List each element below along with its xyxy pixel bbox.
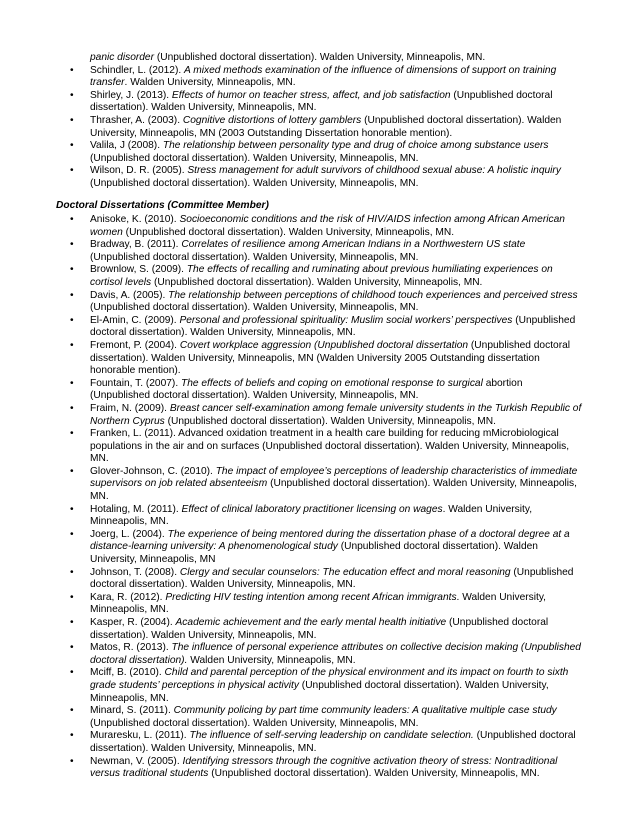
bullet-icon: • xyxy=(70,64,74,76)
entry-details: Walden University, Minneapolis, MN. xyxy=(187,654,356,666)
bullet-icon: • xyxy=(70,642,74,654)
entry-title: Community policing by part time community leaders: A qualitative multiple case study xyxy=(173,705,557,717)
entry-title: Identifying stressors through the cognitive activation theory of stress: Nontraditional versus traditional students xyxy=(90,755,558,780)
entry-title: Covert workplace aggression (Unpublished doctoral dissertation xyxy=(179,339,469,351)
entry-title: Effect of clinical laboratory practitioner licensing on wages xyxy=(181,503,443,515)
entry-details: (Unpublished doctoral dissertation). Walden University, Minneapolis, MN. xyxy=(90,478,577,503)
bullet-icon: • xyxy=(70,165,74,177)
entry-author: Wilson, D. R. (2005). xyxy=(90,165,188,177)
entry-author: Kara, R. (2012). xyxy=(90,591,166,603)
entry-details: (Unpublished doctoral dissertation). Walden University, Minneapolis, MN. xyxy=(90,617,549,641)
entry-details: (Unpublished doctoral dissertation). Walden University, Minneapolis, MN. xyxy=(90,730,576,754)
entry-author: Glover-Johnson, C. (2010). xyxy=(90,465,216,477)
entry-details: . Walden University, Minneapolis, MN. xyxy=(124,77,296,89)
entry-title: Socioeconomic conditions and the risk of HIV/AIDS infection among African American women xyxy=(90,214,565,238)
section-heading: Doctoral Dissertations (Committee Member) xyxy=(56,200,269,211)
continued-entry xyxy=(90,52,590,65)
entry-title: Correlates of resilience among American Indians in a Northwestern US state xyxy=(181,239,526,251)
entry-title: Child and parental perception of the physical environment and its impact on fourth to sixth grade students’ perceptions in physical activity xyxy=(90,667,569,691)
entry-author: Newman, V. (2005). xyxy=(90,755,183,767)
dissertation-entry xyxy=(0,567,582,592)
bullet-icon: • xyxy=(70,617,74,628)
entry-title: The impact of employee’s perceptions of leadership characteristics of immediate supervisors on job related absenteeism xyxy=(90,465,578,490)
entry-details: . Walden University, Minneapolis, MN. xyxy=(90,591,546,616)
entry-title: Personal and professional spirituality: Muslim social workers’ perspectives xyxy=(179,314,513,326)
entry-author: Bradway, B. (2011). xyxy=(90,239,182,251)
bullet-icon: • xyxy=(70,214,74,225)
dissertation-entry xyxy=(0,667,582,705)
entry-author: Thrasher, A. (2003). xyxy=(90,114,183,126)
bullet-icon: • xyxy=(70,114,74,126)
dissertation-entry xyxy=(0,642,582,667)
entry-details: (Unpublished doctoral dissertation). Walden University, Minneapolis, MN. xyxy=(90,89,553,114)
bullet-icon: • xyxy=(70,503,74,515)
bullet-icon: • xyxy=(70,566,74,578)
dissertation-entry xyxy=(0,705,582,730)
entry-title: panic disorder xyxy=(90,52,154,63)
bullet-icon: • xyxy=(70,402,74,414)
entry-details: (Unpublished doctoral dissertation). Walden University, Minneapolis, MN. xyxy=(90,152,419,164)
dissertation-list-chair xyxy=(0,65,638,191)
dissertation-entry xyxy=(0,428,582,466)
dissertation-entry xyxy=(0,315,582,340)
entry-title: The effects of beliefs and coping on emotional response to surgical xyxy=(181,377,483,389)
entry-title: The experience of being mentored during the dissertation phase of a doctoral degree at a distance-learning university: A phenomenological study xyxy=(90,528,570,553)
dissertation-entry xyxy=(0,290,582,315)
bullet-icon: • xyxy=(70,289,74,301)
bullet-icon: • xyxy=(70,528,74,540)
entry-author: Mciff, B. (2010). xyxy=(90,667,165,679)
dissertation-entry xyxy=(0,165,570,190)
dissertation-entry xyxy=(0,65,570,90)
bullet-icon: • xyxy=(70,591,74,603)
entry-title: Breast cancer self-examination among female university students in the Turkish Republic of Northern Cyprus xyxy=(90,402,582,427)
dissertation-entry xyxy=(0,340,582,378)
dissertation-entry xyxy=(0,90,570,115)
bullet-icon: • xyxy=(70,755,74,767)
bullet-icon: • xyxy=(70,667,74,679)
dissertation-entry xyxy=(0,214,582,239)
bullet-icon: • xyxy=(70,377,74,389)
entry-title: Predicting HIV testing intention among recent African immigrants xyxy=(165,591,457,603)
entry-author: Valila, J (2008). xyxy=(90,140,163,152)
entry-author: Hotaling, M. (2011). xyxy=(90,503,182,515)
entry-author: Brownlow, S. (2009). xyxy=(90,264,187,276)
dissertation-entry xyxy=(0,592,582,617)
entry-details: (Unpublished doctoral dissertation). Walden University, Minneapolis, MN. xyxy=(90,251,419,263)
dissertation-entry xyxy=(0,504,582,529)
entry-title: The influence of self-serving leadership on candidate selection. xyxy=(189,730,474,742)
dissertation-entry xyxy=(0,264,582,289)
entry-author: Franken, L. (2011). xyxy=(90,428,179,440)
entry-details: (Unpublished doctoral dissertation). Walden University, Minneapolis, MN. xyxy=(154,52,486,63)
entry-author: Fountain, T. (2007). xyxy=(90,377,181,389)
entry-details: (Unpublished doctoral dissertation). Walden University, Minneapolis, MN xyxy=(90,541,538,566)
dissertation-entry xyxy=(0,617,582,642)
entry-title: The influence of personal experience attributes on collective decision making (Unpublished doctoral dissertation). xyxy=(90,642,581,666)
entry-details: Advanced oxidation treatment in a health care building for reducing mMicrobiological populations in the air and on surfaces (Unpublished doctoral dissertation). Walden University, Minneapolis, MN. xyxy=(90,428,570,465)
bullet-icon: • xyxy=(70,339,74,351)
dissertation-entry xyxy=(0,378,582,403)
entry-author: Anisoke, K. (2010). xyxy=(90,214,180,225)
entry-details: (Unpublished doctoral dissertation). Walden University, Minneapolis, MN. xyxy=(90,679,549,704)
entry-title: The effects of recalling and ruminating about previous humiliating experiences on cortisol levels xyxy=(90,264,553,288)
bullet-icon: • xyxy=(70,314,74,326)
bullet-icon: • xyxy=(70,705,74,717)
entry-title: Stress management for adult survivors of childhood sexual abuse: A holistic inquiry xyxy=(187,165,561,177)
dissertation-entry xyxy=(0,529,582,567)
entry-details: (Unpublished doctoral dissertation). Walden University, Minneapolis, MN (2003 Outstanding Dissertation honorable mention). xyxy=(90,114,562,139)
entry-author: Johnson, T. (2008). xyxy=(90,566,180,578)
dissertation-entry xyxy=(0,730,582,755)
entry-author: Fremont, P. (2004). xyxy=(90,339,180,351)
bullet-icon: • xyxy=(70,140,74,152)
entry-author: Matos, R. (2013). xyxy=(90,642,172,654)
entry-details: (Unpublished doctoral dissertation). Walden University, Minneapolis, MN (Walden University 2005 Outstanding dissertation honorable mention). xyxy=(90,339,571,377)
bullet-icon: • xyxy=(70,89,74,101)
dissertation-entry xyxy=(0,756,582,781)
entry-author: Kasper, R. (2004). xyxy=(90,617,176,628)
entry-title: The relationship between perceptions of childhood touch experiences and perceived stress xyxy=(168,289,578,301)
bullet-icon: • xyxy=(70,730,74,742)
entry-author: Schindler, L. (2012). xyxy=(90,64,185,76)
bullet-icon: • xyxy=(70,428,74,440)
entry-title: Effects of humor on teacher stress, affect, and job satisfaction xyxy=(171,89,451,101)
entry-title: Clergy and secular counselors: The education effect and moral reasoning xyxy=(179,566,511,578)
entry-details: (Unpublished doctoral dissertation). Walden University, Minneapolis, MN. xyxy=(208,768,540,780)
entry-title: A mixed methods examination of the influence of dimensions of support on training transfer xyxy=(90,64,557,89)
bullet-icon: • xyxy=(70,264,74,276)
entry-details: (Unpublished doctoral dissertation). Walden University, Minneapolis, MN. xyxy=(90,566,574,591)
entry-author: Muraresku, L. (2011). xyxy=(90,730,190,742)
entry-author: Shirley, J. (2013). xyxy=(90,89,172,101)
entry-details: abortion (Unpublished doctoral dissertation). Walden University, Minneapolis, MN. xyxy=(90,377,523,402)
entry-author: Fraim, N. (2009). xyxy=(90,402,170,414)
entry-details: (Unpublished doctoral dissertation). Walden University, Minneapolis, MN. xyxy=(122,226,455,238)
entry-author: Davis, A. (2005). xyxy=(90,289,169,301)
entry-title: Cognitive distortions of lottery gamblers xyxy=(182,114,362,126)
entry-details: (Unpublished doctoral dissertation). Walden University, Minneapolis, MN. xyxy=(164,415,496,427)
entry-author: Minard, S. (2011). xyxy=(90,705,174,717)
entry-details: (Unpublished doctoral dissertation). Walden University, Minneapolis, MN. xyxy=(151,276,483,288)
entry-details: . Walden University, Minneapolis, MN. xyxy=(90,503,533,528)
entry-title: Academic achievement and the early mental health initiative xyxy=(175,617,447,628)
dissertation-entry xyxy=(0,466,582,504)
bullet-icon: • xyxy=(70,465,74,477)
entry-details: (Unpublished doctoral dissertation). Walden University, Minneapolis, MN. xyxy=(90,177,419,189)
entry-details: (Unpublished doctoral dissertation). Walden University, Minneapolis, MN. xyxy=(90,302,419,314)
dissertation-entry xyxy=(0,140,570,165)
entry-author: Joerg, L. (2004). xyxy=(90,528,168,540)
entry-details: (Unpublished doctoral dissertation). Walden University, Minneapolis, MN. xyxy=(90,717,419,729)
entry-author: El-Amin, C. (2009). xyxy=(90,314,180,326)
dissertation-list-committee xyxy=(0,214,638,781)
entry-details: (Unpublished doctoral dissertation). Walden University, Minneapolis, MN. xyxy=(90,314,576,339)
bullet-icon: • xyxy=(70,239,74,251)
entry-title: The relationship between personality type and drug of choice among substance users xyxy=(162,140,549,152)
dissertation-entry xyxy=(0,239,582,264)
dissertation-entry xyxy=(0,115,570,140)
dissertation-entry xyxy=(0,403,582,428)
